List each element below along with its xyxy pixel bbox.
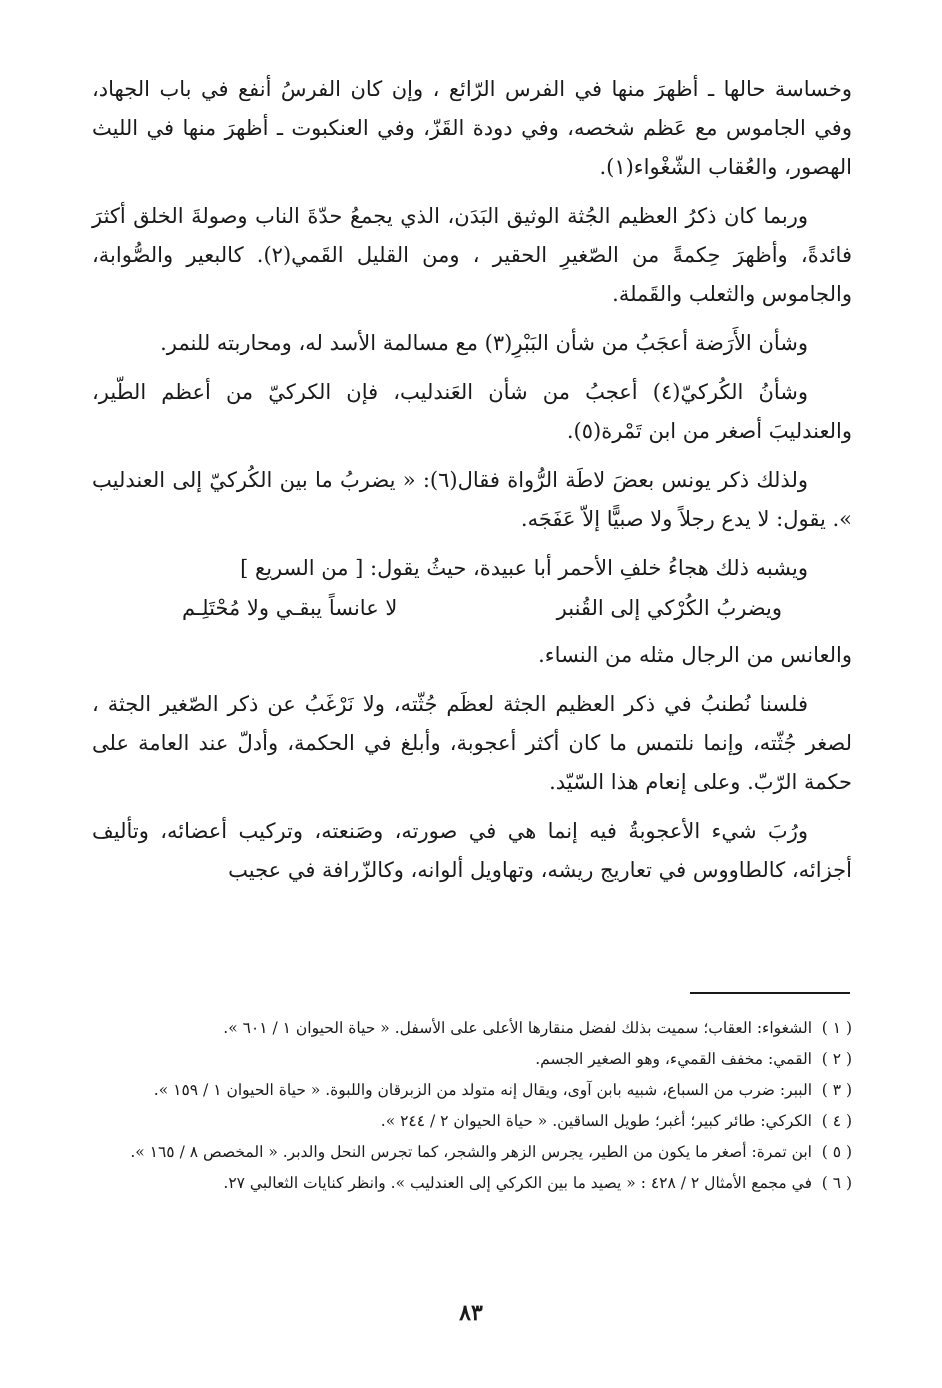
footnote-text: القمي: مخفف القميء، وهو الصغير الجسم. xyxy=(535,1050,812,1068)
paragraph-6: فلسنا نُطنبُ في ذكر العظيم الجثة لعظَم جُثّته، ولا نَرْغَبُ عن ذكر الصّغير الجثة ، لصغر جُثّته، وإنما نلتمس ما كان أكثر أعجوبة، وأبلغ في الحكمة، وأدلّ عند العامة على حكمة الرّبّ. وعلى إنعام هذا السّيّد. xyxy=(92,692,852,794)
verse-intro: ويشبه ذلك هجاءُ خلفِ الأحمر أبا عبيدة، حيثُ يقول: [ من السريع ] xyxy=(240,556,808,580)
verse-first-hemistich: ويضربُ الكُرْكي إلى القُنبر xyxy=(556,596,782,620)
paragraph-5: ولذلك ذكر يونس بعضَ لاطَة الرُّواة فقال(٦): « يضربُ ما بين الكُركيّ إلى العندليب ». يقول: لا يدع رجلاً ولا صبيًّا إلاّ عَفَجَه. xyxy=(92,468,852,531)
footnote-1 xyxy=(92,1014,852,1043)
footnote-text: الببر: ضرب من السباع، شبيه بابن آوى، ويقال إنه متولد من الزبرقان واللبوة. « حياة الحيوان ١ / ١٥٩ ». xyxy=(153,1081,812,1099)
paragraph-3: وشأن الأَرَضة أعجَبُ من شأن البَبْرِ(٣) مع مسالمة الأسد له، ومحاربته للنمر. xyxy=(160,331,808,355)
footnote-number: ( ٣ ) xyxy=(821,1081,852,1099)
verse-line xyxy=(92,588,852,628)
page-number: ٨٣ xyxy=(459,1300,483,1326)
footnote-number: ( ٢ ) xyxy=(821,1050,852,1068)
footnote-separator xyxy=(690,992,850,994)
paragraph-7: ورُبَ شيء الأعجوبةُ فيه إنما هي في صورته، وصَنعته، وتركيب أعضائه، وتأليف أجزائه، كالطاووس في تعاريج ريشه، وتهاويل ألوانه، وكالزّرافة في عجيب xyxy=(92,819,852,882)
footnote-number: ( ١ ) xyxy=(821,1019,852,1037)
footnotes xyxy=(92,1014,852,1200)
paragraph-4: وشأنُ الكُركيّ(٤) أعجبُ من شأن العَندليب، فإن الكركيّ من أعظم الطّير، والعندليبَ أصغر من ابن تَمْرة(٥). xyxy=(92,380,852,443)
footnote-number: ( ٤ ) xyxy=(821,1112,852,1130)
footnote-text: ابن تمرة: أصغر ما يكون من الطير، يجرس الزهر والشجر، كما تجرس النحل والدبر. « المخصص ٨ / ١٦٥ ». xyxy=(130,1143,812,1161)
footnote-text: الشغواء: العقاب؛ سميت بذلك لفضل منقارها الأعلى على الأسفل. « حياة الحيوان ١ / ٦٠١ ». xyxy=(223,1019,812,1037)
footnote-6 xyxy=(92,1169,852,1198)
paragraph-2: وربما كان ذكرُ العظيم الجُثة الوثيق البَدَن، الذي يجمعُ حدّةَ الناب وصولةَ الخلق أكثرَ فائدةً، وأظهرَ حِكمةً من الصّغيرِ الحقير ، ومن القليل القَمي(٢). كالبعير والصُّوابة، والجاموس والثعلب والقَملة. xyxy=(92,204,852,306)
footnote-2 xyxy=(92,1045,852,1074)
footnote-text: في مجمع الأمثال ٢ / ٤٢٨ : « يصيد ما بين الكركي إلى العندليب ». وانظر كنايات الثعالبي ٢٧. xyxy=(223,1174,812,1192)
footnote-4 xyxy=(92,1107,852,1136)
verse-second-hemistich: لا عانساً يبقـي ولا مُحْتَلِـم xyxy=(182,596,398,620)
footnote-number: ( ٦ ) xyxy=(821,1174,852,1192)
footnote-3 xyxy=(92,1076,852,1105)
after-verse: والعانس من الرجال مثله من النساء. xyxy=(538,643,852,667)
footnote-number: ( ٥ ) xyxy=(821,1143,852,1161)
paragraph-1: وخساسة حالها ـ أظهرَ منها في الفرس الرّائع ، وإن كان الفرسُ أنفع في باب الجهاد، وفي الجاموس مع عَظم شخصه، وفي دودة القَزّ، وفي العنكبوت ـ أظهرَ منها في الليث الهصور، والعُقاب الشّغْواء(١). xyxy=(92,77,852,179)
main-text xyxy=(92,70,852,900)
footnote-5 xyxy=(92,1138,852,1167)
footnote-text: الكركي: طائر كبير؛ أغبر؛ طويل الساقين. « حياة الحيوان ٢ / ٢٤٤ ». xyxy=(380,1112,812,1130)
